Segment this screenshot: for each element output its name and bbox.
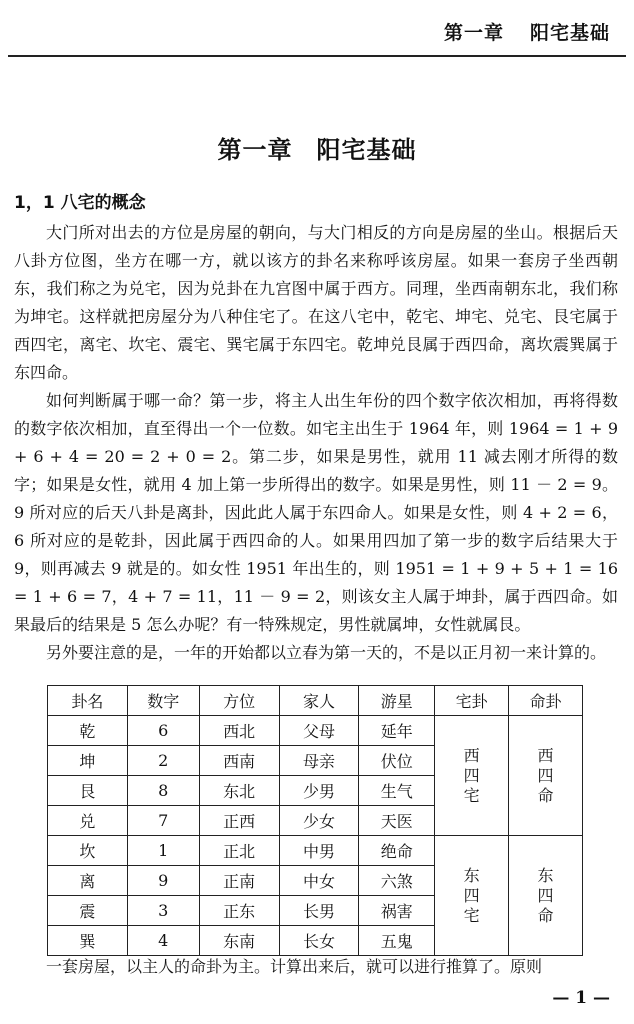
table-cell: 艮 — [48, 776, 128, 806]
running-header — [444, 18, 610, 45]
table-cell: 六煞 — [359, 866, 435, 896]
running-header-title: 阳宅基础 — [529, 22, 610, 44]
page-number: — 1 — — [552, 988, 610, 1008]
table-cell: 延年 — [359, 716, 435, 746]
table-cell: 正南 — [199, 866, 279, 896]
zhai-group-west — [435, 716, 509, 836]
ming-char: 四 — [537, 765, 554, 785]
table-cell: 正东 — [199, 896, 279, 926]
table-cell: 7 — [127, 806, 199, 836]
paragraph-2: 如何判断属于哪一命？第一步，将主人出生年份的四个数字依次相加，再将得数的数字依次相加，直至得出一个一位数。如宅主出生于 1964 年，则 1964 = 1 + 9 + 6 + 4 = 20 = 2 + 0 = 2。第二步，如果是男性，就用 11 减去刚才所得的数字；如果是女性，就用 4 加上第一步所得出的数字。如果是男性，则 11 － 2 = 9。9 所对应的后天八卦是离卦，因此此人属于东四命人。如果是女性，则 4 + 2 = 6，6 所对应的是乾卦，因此属于西四命的人。如果用四加了第一步的数字后结果大于 9，则再减去 9 就是的。如女性 1951 年出生的，则 1951 = 1 + 9 + 5 + 1 = 16 = 1 + 6 = 7，4 + 7 = 11，11 － 9 = 2，则该女主人属于坤卦，属于西四命。如果最后的结果是 5 怎么办呢？有一特殊规定，男性就属坤，女性就属艮。 — [14, 391, 618, 634]
table-cell: 6 — [127, 716, 199, 746]
table-cell: 天医 — [359, 806, 435, 836]
header-rule — [8, 55, 626, 57]
section-title: 1，1 八宅的概念 — [14, 193, 146, 213]
table-cell: 8 — [127, 776, 199, 806]
header-cell: 方位 — [199, 686, 279, 716]
table-cell: 母亲 — [279, 746, 359, 776]
paragraph-after-table: 一套房屋，以主人的命卦为主。计算出来后，就可以进行推算了。原则 — [46, 957, 543, 976]
table-cell: 父母 — [279, 716, 359, 746]
ming-char: 命 — [537, 785, 554, 805]
ming-group-east — [509, 836, 583, 956]
ming-char: 西 — [537, 745, 554, 765]
table-cell: 坎 — [48, 836, 128, 866]
table-cell: 乾 — [48, 716, 128, 746]
table-cell: 东南 — [199, 926, 279, 956]
chapter-title — [0, 130, 634, 165]
table-row — [48, 836, 583, 866]
zhai-char: 四 — [463, 765, 480, 785]
header-cell: 卦名 — [48, 686, 128, 716]
table-cell: 坤 — [48, 746, 128, 776]
table-cell: 伏位 — [359, 746, 435, 776]
table-cell: 3 — [127, 896, 199, 926]
table-cell: 绝命 — [359, 836, 435, 866]
bagua-table — [47, 685, 583, 956]
table-cell: 东北 — [199, 776, 279, 806]
zhai-char: 东 — [463, 865, 480, 885]
table-cell: 4 — [127, 926, 199, 956]
table-cell: 长女 — [279, 926, 359, 956]
header-cell: 命卦 — [509, 686, 583, 716]
table-cell: 少女 — [279, 806, 359, 836]
paragraph-3: 另外要注意的是，一年的开始都以立春为第一天的，不是以正月初一来计算的。 — [46, 643, 607, 662]
table-cell: 正北 — [199, 836, 279, 866]
table-cell: 少男 — [279, 776, 359, 806]
body-text — [14, 219, 618, 667]
header-cell: 家人 — [279, 686, 359, 716]
chapter-name: 阳宅基础 — [316, 136, 417, 164]
table-cell: 西北 — [199, 716, 279, 746]
table-cell: 兑 — [48, 806, 128, 836]
header-cell: 宅卦 — [435, 686, 509, 716]
table-cell: 正西 — [199, 806, 279, 836]
running-header-chapter: 第一章 — [443, 22, 504, 44]
table-cell: 生气 — [359, 776, 435, 806]
table-cell: 离 — [48, 866, 128, 896]
ming-char: 命 — [537, 905, 554, 925]
table-row — [48, 716, 583, 746]
table-cell: 长男 — [279, 896, 359, 926]
zhai-char: 西 — [463, 745, 480, 765]
table-cell: 西南 — [199, 746, 279, 776]
table-cell: 中男 — [279, 836, 359, 866]
table-cell: 祸害 — [359, 896, 435, 926]
table-cell: 震 — [48, 896, 128, 926]
zhai-char: 宅 — [463, 905, 480, 925]
table-header-row — [48, 686, 583, 716]
table-cell: 五鬼 — [359, 926, 435, 956]
zhai-char: 四 — [463, 885, 480, 905]
table-cell: 9 — [127, 866, 199, 896]
header-cell: 数字 — [127, 686, 199, 716]
ming-char: 四 — [537, 885, 554, 905]
table-cell: 2 — [127, 746, 199, 776]
ming-group-west — [509, 716, 583, 836]
chapter-number: 第一章 — [217, 136, 293, 164]
zhai-group-east — [435, 836, 509, 956]
zhai-char: 宅 — [463, 785, 480, 805]
table-cell: 中女 — [279, 866, 359, 896]
table-cell: 巽 — [48, 926, 128, 956]
paragraph-1: 大门所对出去的方位是房屋的朝向，与大门相反的方向是房屋的坐山。根据后天八卦方位图，坐方在哪一方，就以该方的卦名来称呼该房屋。如果一套房子坐西朝东，我们称之为兑宅，因为兑卦在九宫图中属于西方。同理，坐西南朝东北，我们称为坤宅。这样就把房屋分为八种住宅了。在这八宅中，乾宅、坤宅、兑宅、艮宅属于西四宅，离宅、坎宅、震宅、巽宅属于东四宅。乾坤兑艮属于西四命，离坎震巽属于东四命。 — [14, 223, 618, 382]
ming-char: 东 — [537, 865, 554, 885]
table-cell: 1 — [127, 836, 199, 866]
header-cell: 游星 — [359, 686, 435, 716]
